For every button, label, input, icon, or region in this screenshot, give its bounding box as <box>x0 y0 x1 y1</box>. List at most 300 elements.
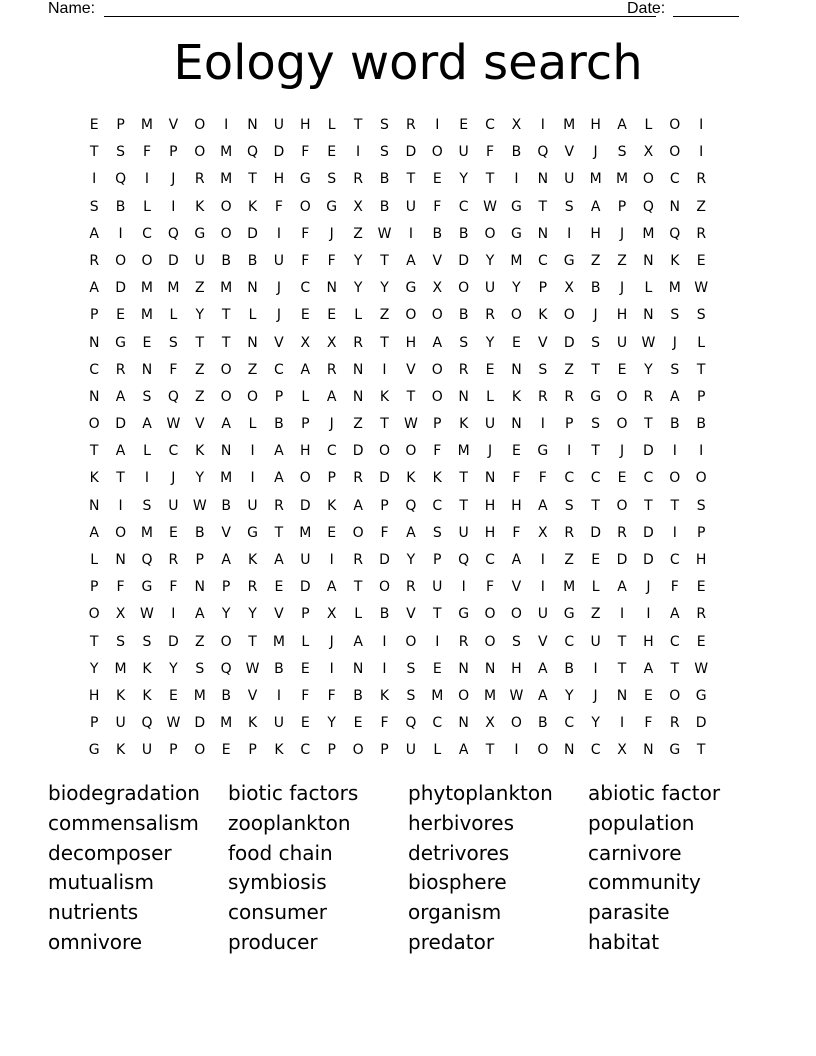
grid-letter[interactable]: S <box>142 633 152 650</box>
grid-letter[interactable]: R <box>617 524 627 541</box>
grid-letter[interactable]: W <box>641 334 656 351</box>
grid-letter[interactable]: B <box>221 252 231 269</box>
grid-letter[interactable]: G <box>326 198 338 215</box>
grid-letter[interactable]: D <box>643 443 654 460</box>
grid-letter[interactable]: M <box>615 171 629 188</box>
grid-letter[interactable]: D <box>299 497 311 514</box>
grid-letter[interactable]: C <box>432 715 443 732</box>
grid-letter[interactable]: E <box>221 742 231 759</box>
grid-letter[interactable]: Q <box>642 198 654 215</box>
grid-letter[interactable]: E <box>274 579 284 596</box>
grid-letter[interactable]: O <box>669 144 681 161</box>
grid-letter[interactable]: M <box>220 715 233 732</box>
grid-letter[interactable]: J <box>171 470 176 487</box>
grid-letter[interactable]: I <box>356 144 361 161</box>
grid-letter[interactable]: J <box>329 225 334 242</box>
grid-letter[interactable]: I <box>514 742 519 759</box>
grid-letter[interactable]: H <box>590 117 601 133</box>
grid-letter[interactable]: P <box>327 742 336 759</box>
grid-letter[interactable]: U <box>564 171 575 188</box>
grid-letter[interactable]: V <box>168 117 179 133</box>
grid-letter[interactable]: E <box>89 117 99 133</box>
grid-letter[interactable]: V <box>511 579 522 596</box>
grid-letter[interactable]: E <box>617 470 627 487</box>
grid-letter[interactable]: R <box>696 171 707 188</box>
grid-letter[interactable]: B <box>432 225 443 242</box>
grid-letter[interactable]: M <box>589 171 602 188</box>
grid-letter[interactable]: Q <box>141 552 153 568</box>
grid-letter[interactable]: S <box>617 144 627 161</box>
grid-letter[interactable]: U <box>616 334 628 351</box>
grid-letter[interactable]: F <box>301 687 310 704</box>
grid-letter[interactable]: U <box>273 252 285 269</box>
grid-letter[interactable]: C <box>564 470 575 487</box>
grid-letter[interactable]: P <box>221 579 231 596</box>
grid-letter[interactable]: A <box>89 225 99 242</box>
grid-letter[interactable]: R <box>168 552 179 568</box>
grid-letter[interactable]: K <box>142 660 152 677</box>
grid-letter[interactable]: C <box>300 742 311 759</box>
grid-letter[interactable]: M <box>140 117 154 133</box>
grid-letter[interactable]: N <box>352 660 364 677</box>
grid-letter[interactable]: N <box>537 171 549 188</box>
grid-letter[interactable]: D <box>379 470 390 487</box>
grid-letter[interactable]: A <box>511 552 522 568</box>
grid-letter[interactable]: Y <box>485 334 495 351</box>
grid-letter[interactable]: G <box>563 252 575 269</box>
grid-letter[interactable]: E <box>459 117 469 133</box>
grid-letter[interactable]: T <box>380 416 389 433</box>
grid-letter[interactable]: J <box>646 579 651 596</box>
grid-letter[interactable]: E <box>327 144 337 161</box>
grid-letter[interactable]: F <box>274 198 283 215</box>
grid-letter[interactable]: W <box>403 416 418 433</box>
grid-letter[interactable]: P <box>89 307 99 324</box>
grid-letter[interactable]: O <box>669 470 681 487</box>
grid-letter[interactable]: R <box>564 524 575 541</box>
grid-letter[interactable]: K <box>379 388 390 405</box>
grid-letter[interactable]: J <box>593 307 598 324</box>
grid-letter[interactable]: R <box>696 606 707 623</box>
grid-letter[interactable]: B <box>458 225 469 242</box>
grid-letter[interactable]: K <box>274 742 284 759</box>
grid-letter[interactable]: O <box>431 388 443 405</box>
grid-letter[interactable]: K <box>195 443 205 460</box>
grid-letter[interactable]: X <box>564 280 575 297</box>
grid-letter[interactable]: I <box>699 144 704 161</box>
grid-letter[interactable]: M <box>510 252 523 269</box>
grid-letter[interactable]: E <box>327 307 337 324</box>
grid-letter[interactable]: J <box>276 280 281 297</box>
grid-letter[interactable]: I <box>329 660 334 677</box>
grid-letter[interactable]: C <box>458 198 469 215</box>
grid-letter[interactable]: I <box>250 470 255 487</box>
grid-letter[interactable]: B <box>379 198 390 215</box>
name-blank-line[interactable] <box>104 0 656 17</box>
grid-letter[interactable]: A <box>274 552 284 568</box>
grid-letter[interactable]: R <box>353 470 363 487</box>
grid-letter[interactable]: I <box>435 117 440 133</box>
grid-letter[interactable]: B <box>115 198 126 215</box>
grid-letter[interactable]: J <box>171 171 176 188</box>
grid-letter[interactable]: V <box>538 334 548 351</box>
grid-letter[interactable]: S <box>696 497 706 514</box>
grid-letter[interactable]: R <box>458 361 469 378</box>
grid-letter[interactable]: K <box>142 687 152 704</box>
grid-letter[interactable]: Z <box>564 361 575 378</box>
grid-letter[interactable]: T <box>459 497 468 514</box>
grid-letter[interactable]: S <box>380 117 389 133</box>
grid-letter[interactable]: O <box>88 416 100 433</box>
grid-letter[interactable]: K <box>247 715 258 732</box>
grid-letter[interactable]: C <box>590 470 601 487</box>
grid-letter[interactable]: H <box>405 334 417 351</box>
grid-letter[interactable]: H <box>616 307 628 324</box>
grid-letter[interactable]: V <box>406 606 416 623</box>
grid-letter[interactable]: A <box>300 361 311 378</box>
grid-letter[interactable]: A <box>115 388 126 405</box>
grid-letter[interactable]: Z <box>194 280 205 297</box>
grid-letter[interactable]: N <box>563 742 575 759</box>
grid-letter[interactable]: T <box>248 633 257 650</box>
grid-letter[interactable]: Y <box>406 552 416 568</box>
grid-letter[interactable]: T <box>353 117 363 133</box>
grid-letter[interactable]: T <box>221 307 231 324</box>
grid-letter[interactable]: B <box>247 252 258 269</box>
grid-letter[interactable]: O <box>510 606 522 623</box>
grid-letter[interactable]: Y <box>353 252 363 269</box>
grid-letter[interactable]: S <box>168 334 178 351</box>
grid-letter[interactable]: I <box>672 443 677 460</box>
grid-letter[interactable]: Y <box>512 280 521 297</box>
grid-letter[interactable]: C <box>537 252 548 269</box>
grid-letter[interactable]: P <box>538 280 548 297</box>
grid-letter[interactable]: M <box>140 280 154 297</box>
grid-letter[interactable]: W <box>377 225 392 242</box>
grid-letter[interactable]: M <box>563 579 576 596</box>
grid-letter[interactable]: Q <box>247 144 259 161</box>
grid-letter[interactable]: I <box>118 497 123 514</box>
grid-letter[interactable]: X <box>485 715 495 732</box>
grid-letter[interactable]: G <box>115 334 127 351</box>
grid-letter[interactable]: N <box>643 742 654 759</box>
grid-letter[interactable]: I <box>699 443 704 460</box>
grid-letter[interactable]: Z <box>353 225 363 242</box>
grid-letter[interactable]: T <box>459 470 468 487</box>
grid-letter[interactable]: L <box>354 606 362 623</box>
grid-letter[interactable]: E <box>432 660 442 677</box>
grid-letter[interactable]: V <box>274 606 284 623</box>
grid-letter[interactable]: E <box>591 552 601 568</box>
grid-letter[interactable]: L <box>143 198 151 215</box>
grid-letter[interactable]: N <box>115 552 126 568</box>
grid-letter[interactable]: O <box>194 117 206 133</box>
grid-letter[interactable]: N <box>247 280 258 297</box>
grid-letter[interactable]: Y <box>327 715 336 732</box>
grid-letter[interactable]: Y <box>380 280 389 297</box>
grid-letter[interactable]: I <box>540 416 545 433</box>
grid-letter[interactable]: K <box>538 307 548 324</box>
grid-letter[interactable]: J <box>619 280 625 297</box>
grid-letter[interactable]: B <box>458 307 469 324</box>
grid-letter[interactable]: C <box>89 361 100 378</box>
grid-letter[interactable]: E <box>300 660 310 677</box>
grid-letter[interactable]: O <box>431 361 443 378</box>
grid-letter[interactable]: K <box>115 742 126 759</box>
grid-letter[interactable]: N <box>88 497 100 514</box>
grid-letter[interactable]: A <box>538 687 548 704</box>
grid-letter[interactable]: J <box>619 443 625 460</box>
grid-letter[interactable]: Z <box>590 606 601 623</box>
grid-letter[interactable]: N <box>88 388 100 405</box>
grid-letter[interactable]: G <box>299 171 311 188</box>
grid-letter[interactable]: T <box>248 171 257 188</box>
grid-letter[interactable]: S <box>380 144 389 161</box>
grid-letter[interactable]: E <box>116 307 126 324</box>
grid-letter[interactable]: W <box>483 198 497 215</box>
grid-letter[interactable]: O <box>484 606 496 623</box>
grid-letter[interactable]: O <box>378 579 390 596</box>
grid-letter[interactable]: M <box>193 687 206 704</box>
grid-letter[interactable]: A <box>670 388 680 405</box>
grid-letter[interactable]: I <box>540 117 545 133</box>
grid-letter[interactable]: F <box>301 225 310 242</box>
grid-letter[interactable]: S <box>591 416 601 433</box>
grid-letter[interactable]: D <box>695 715 707 732</box>
grid-letter[interactable]: F <box>538 470 547 487</box>
grid-letter[interactable]: O <box>484 633 496 650</box>
grid-letter[interactable]: O <box>378 443 390 460</box>
grid-letter[interactable]: C <box>590 742 601 759</box>
grid-letter[interactable]: A <box>617 579 627 596</box>
grid-letter[interactable]: T <box>617 633 627 650</box>
grid-letter[interactable]: L <box>248 307 257 324</box>
grid-letter[interactable]: W <box>509 687 524 704</box>
grid-letter[interactable]: F <box>486 144 495 161</box>
grid-letter[interactable]: U <box>273 117 285 133</box>
grid-letter[interactable]: J <box>593 687 598 704</box>
grid-letter[interactable]: D <box>194 715 206 732</box>
grid-letter[interactable]: M <box>272 633 285 650</box>
grid-letter[interactable]: I <box>699 117 704 133</box>
grid-letter[interactable]: O <box>669 117 681 133</box>
grid-letter[interactable]: Z <box>696 198 706 215</box>
grid-letter[interactable]: L <box>433 742 442 759</box>
grid-letter[interactable]: S <box>591 334 601 351</box>
grid-letter[interactable]: R <box>115 361 126 378</box>
grid-letter[interactable]: Y <box>195 470 205 487</box>
grid-letter[interactable]: H <box>300 117 311 133</box>
grid-letter[interactable]: Q <box>167 225 179 242</box>
grid-letter[interactable]: U <box>115 715 126 732</box>
grid-letter[interactable]: U <box>273 715 285 732</box>
grid-letter[interactable]: M <box>299 524 312 541</box>
grid-letter[interactable]: P <box>116 117 125 133</box>
grid-letter[interactable]: P <box>327 470 336 487</box>
grid-letter[interactable]: F <box>301 144 310 161</box>
grid-letter[interactable]: U <box>247 497 258 514</box>
grid-letter[interactable]: T <box>116 470 125 487</box>
grid-letter[interactable]: N <box>194 579 205 596</box>
grid-letter[interactable]: Y <box>644 361 653 378</box>
grid-letter[interactable]: E <box>643 687 653 704</box>
grid-letter[interactable]: N <box>511 361 522 378</box>
grid-letter[interactable]: C <box>274 361 284 378</box>
grid-letter[interactable]: Q <box>167 388 179 405</box>
grid-letter[interactable]: G <box>563 606 575 623</box>
grid-letter[interactable]: T <box>670 497 680 514</box>
grid-letter[interactable]: R <box>564 388 575 405</box>
grid-letter[interactable]: Q <box>405 715 417 732</box>
grid-letter[interactable]: Z <box>247 361 258 378</box>
grid-letter[interactable]: Y <box>353 280 363 297</box>
grid-letter[interactable]: R <box>458 633 469 650</box>
grid-letter[interactable]: P <box>301 416 310 433</box>
grid-letter[interactable]: G <box>88 742 100 759</box>
grid-letter[interactable]: A <box>221 416 231 433</box>
grid-letter[interactable]: I <box>540 579 545 596</box>
grid-letter[interactable]: U <box>405 198 416 215</box>
grid-letter[interactable]: E <box>168 524 178 541</box>
grid-letter[interactable]: L <box>644 117 653 133</box>
grid-letter[interactable]: J <box>619 225 625 242</box>
grid-letter[interactable]: L <box>697 334 706 351</box>
grid-letter[interactable]: S <box>432 524 442 541</box>
grid-letter[interactable]: B <box>590 280 601 297</box>
grid-letter[interactable]: C <box>168 443 179 460</box>
grid-letter[interactable]: A <box>353 633 363 650</box>
grid-letter[interactable]: O <box>484 225 496 242</box>
grid-letter[interactable]: T <box>432 606 442 623</box>
grid-letter[interactable]: L <box>486 388 494 405</box>
grid-letter[interactable]: N <box>247 117 258 133</box>
grid-letter[interactable]: P <box>89 715 99 732</box>
grid-letter[interactable]: I <box>646 606 651 623</box>
grid-letter[interactable]: R <box>353 334 363 351</box>
grid-letter[interactable]: B <box>274 660 284 677</box>
grid-letter[interactable]: R <box>194 171 205 188</box>
grid-letter[interactable]: A <box>670 606 680 623</box>
grid-letter[interactable]: G <box>141 579 153 596</box>
grid-letter[interactable]: X <box>432 280 443 297</box>
grid-letter[interactable]: A <box>643 660 654 677</box>
grid-letter[interactable]: Q <box>669 225 681 242</box>
grid-letter[interactable]: B <box>221 687 231 704</box>
grid-letter[interactable]: S <box>406 687 416 704</box>
grid-letter[interactable]: O <box>220 633 232 650</box>
grid-letter[interactable]: O <box>299 470 311 487</box>
grid-letter[interactable]: K <box>459 416 469 433</box>
grid-letter[interactable]: I <box>461 579 466 596</box>
grid-letter[interactable]: N <box>352 361 364 378</box>
grid-letter[interactable]: T <box>380 252 389 269</box>
grid-letter[interactable]: B <box>221 497 231 514</box>
grid-letter[interactable]: F <box>327 687 336 704</box>
grid-letter[interactable]: T <box>406 171 416 188</box>
grid-letter[interactable]: S <box>564 198 574 215</box>
grid-letter[interactable]: U <box>405 742 416 759</box>
grid-letter[interactable]: U <box>168 497 179 514</box>
grid-letter[interactable]: X <box>538 524 548 541</box>
grid-letter[interactable]: T <box>644 497 653 514</box>
grid-letter[interactable]: G <box>537 443 549 460</box>
grid-letter[interactable]: M <box>563 117 576 133</box>
grid-letter[interactable]: J <box>329 416 334 433</box>
grid-letter[interactable]: H <box>511 497 522 514</box>
grid-letter[interactable]: K <box>670 252 680 269</box>
grid-letter[interactable]: F <box>116 579 125 596</box>
grid-letter[interactable]: U <box>300 552 311 568</box>
grid-letter[interactable]: O <box>537 742 549 759</box>
grid-letter[interactable]: A <box>538 497 548 514</box>
grid-letter[interactable]: X <box>511 117 522 133</box>
grid-letter[interactable]: K <box>379 687 390 704</box>
grid-letter[interactable]: X <box>617 742 627 759</box>
grid-letter[interactable]: F <box>169 361 178 378</box>
grid-letter[interactable]: A <box>89 524 99 541</box>
grid-letter[interactable]: D <box>115 416 126 433</box>
grid-letter[interactable]: W <box>694 660 709 677</box>
grid-letter[interactable]: C <box>485 117 495 133</box>
grid-letter[interactable]: D <box>273 144 285 161</box>
grid-letter[interactable]: M <box>431 687 444 704</box>
grid-letter[interactable]: N <box>247 334 258 351</box>
grid-letter[interactable]: N <box>616 687 628 704</box>
grid-letter[interactable]: M <box>457 443 470 460</box>
grid-letter[interactable]: O <box>458 280 470 297</box>
grid-letter[interactable]: N <box>458 660 469 677</box>
grid-letter[interactable]: N <box>484 470 496 487</box>
grid-letter[interactable]: U <box>484 416 496 433</box>
grid-letter[interactable]: I <box>382 361 387 378</box>
grid-letter[interactable]: M <box>140 524 154 541</box>
grid-letter[interactable]: D <box>563 334 575 351</box>
grid-letter[interactable]: I <box>224 117 229 133</box>
grid-letter[interactable]: S <box>696 307 706 324</box>
grid-letter[interactable]: O <box>510 307 522 324</box>
grid-letter[interactable]: R <box>353 552 363 568</box>
grid-letter[interactable]: L <box>354 307 362 324</box>
grid-letter[interactable]: Z <box>617 252 627 269</box>
date-blank-line[interactable] <box>673 0 739 17</box>
grid-letter[interactable]: F <box>380 715 389 732</box>
grid-letter[interactable]: J <box>672 334 677 351</box>
grid-letter[interactable]: E <box>353 715 363 732</box>
grid-letter[interactable]: Y <box>221 606 231 623</box>
grid-letter[interactable]: J <box>329 633 334 650</box>
grid-letter[interactable]: B <box>353 687 363 704</box>
grid-letter[interactable]: O <box>642 171 654 188</box>
grid-letter[interactable]: P <box>617 198 627 215</box>
grid-letter[interactable]: N <box>458 388 469 405</box>
grid-letter[interactable]: N <box>484 660 496 677</box>
grid-letter[interactable]: M <box>114 660 127 677</box>
grid-letter[interactable]: S <box>142 497 152 514</box>
grid-letter[interactable]: X <box>353 198 363 215</box>
grid-letter[interactable]: A <box>432 334 443 351</box>
grid-letter[interactable]: U <box>458 144 469 161</box>
grid-letter[interactable]: T <box>89 633 99 650</box>
grid-letter[interactable]: I <box>171 198 176 215</box>
grid-letter[interactable]: T <box>485 171 495 188</box>
grid-letter[interactable]: T <box>406 388 416 405</box>
grid-letter[interactable]: S <box>195 660 205 677</box>
grid-letter[interactable]: D <box>352 443 364 460</box>
grid-letter[interactable]: A <box>590 198 601 215</box>
grid-letter[interactable]: O <box>141 252 153 269</box>
grid-letter[interactable]: M <box>167 280 180 297</box>
grid-letter[interactable]: W <box>694 280 709 297</box>
